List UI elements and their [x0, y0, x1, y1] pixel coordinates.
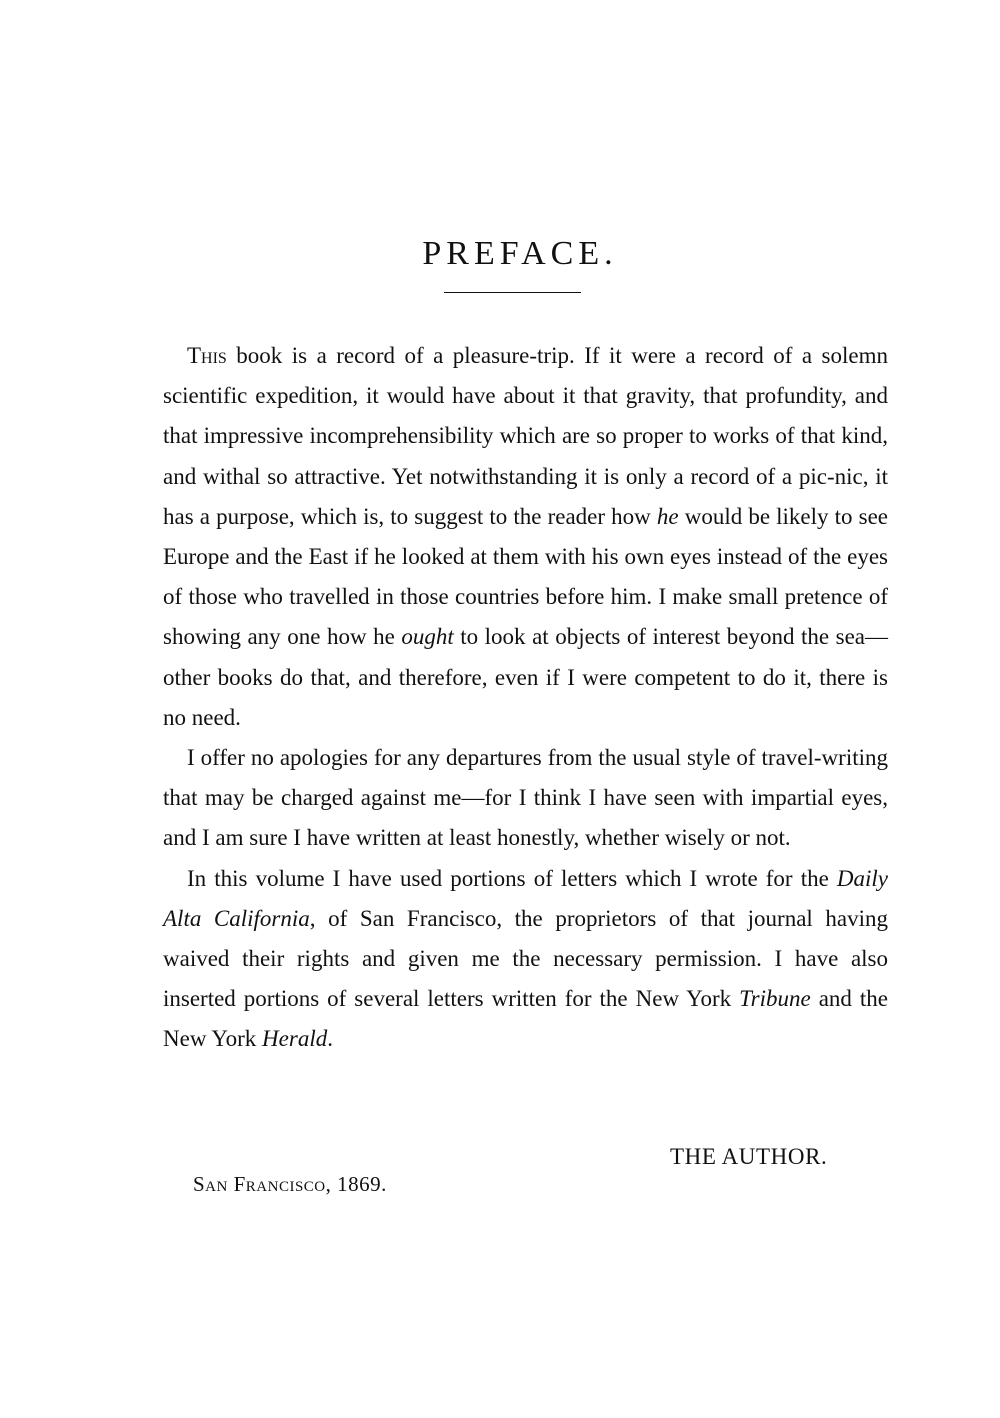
- title-divider: [444, 292, 581, 293]
- paragraph-1-text-3: to look at objects of interest beyond the sea—other books do that, and therefore, even if I were competent to do it, there is no need.: [163, 624, 889, 730]
- paragraph-1: [163, 336, 888, 738]
- paragraph-3-text-3: and the New York: [163, 986, 888, 1052]
- paragraph-3-italic-3: Herald: [262, 1026, 328, 1052]
- place-date: San Francisco, 1869.: [193, 1172, 387, 1196]
- paragraph-2-text-1: I offer no apologies for any departures from the usual style of travel-writing that may be charged against me—for I think I have seen with impartial eyes, and I am sure I have written at least honestly, whether wisely or not.: [163, 745, 888, 851]
- paragraph-1-text-2: would be likely to see Europe and the East if he looked at them with his own eyes instead of the eyes of those who travelled in those countries before him. I make small pretence of showing any one how he: [163, 503, 888, 650]
- paragraph-1-italic-2: ought: [401, 624, 454, 650]
- paragraph-2: [163, 738, 888, 859]
- preface-body: [163, 336, 888, 1060]
- lead-small-caps: This: [187, 343, 227, 368]
- author-signature: THE AUTHOR.: [670, 1144, 828, 1169]
- paragraph-3-italic-1: Daily Alta California: [163, 865, 888, 931]
- paragraph-3-text-2: , of San Francisco, the proprietors of that journal having waived their rights and given me the necessary permission. I have also inserted portions of several letters written for the New York: [163, 905, 888, 1012]
- paragraph-3-text-4: .: [327, 1026, 333, 1052]
- page-title: PREFACE.: [422, 234, 618, 272]
- paragraph-3: [163, 859, 888, 1060]
- paragraph-1-italic-1: he: [656, 503, 679, 529]
- paragraph-3-italic-2: Tribune: [739, 986, 811, 1012]
- paragraph-3-text-1: In this volume I have used portions of letters which I wrote for the: [187, 865, 837, 891]
- paragraph-1-text-1: book is a record of a pleasure-trip. If it were a record of a solemn scientific expedition, it would have about it that gravity, that profundity, and that impressive incomprehensibility which are so proper to works of that kind, and withal so attractive. Yet notwithstanding it is only a record of a pic-nic, it has a purpose, which is, to suggest to the reader how: [163, 343, 888, 529]
